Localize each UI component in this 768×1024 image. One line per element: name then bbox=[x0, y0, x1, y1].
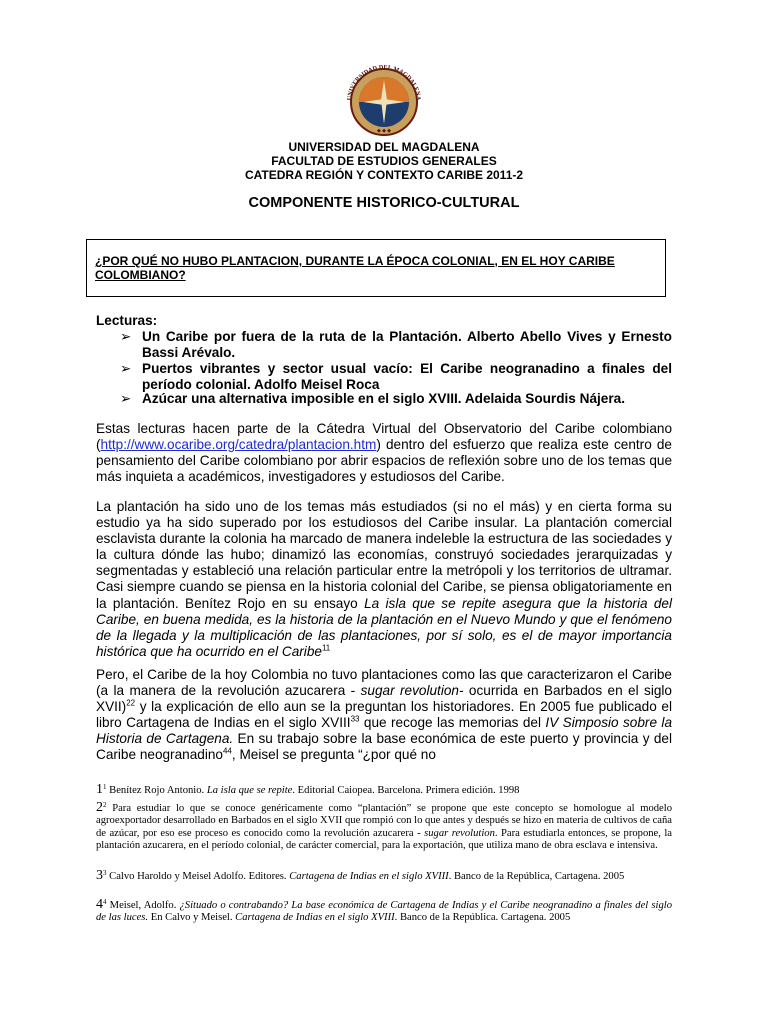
component-title: COMPONENTE HISTORICO-CULTURAL bbox=[248, 195, 520, 211]
readings-label: Lecturas: bbox=[96, 313, 158, 328]
svg-text:◆ ◆ ◆: ◆ ◆ ◆ bbox=[376, 129, 392, 134]
university-logo bbox=[337, 64, 431, 136]
header-faculty: FACULTAD DE ESTUDIOS GENERALES bbox=[271, 154, 497, 168]
footnote-ref[interactable]: 44 bbox=[222, 746, 232, 756]
footnote-ref[interactable]: 11 bbox=[321, 643, 331, 653]
reading-item: ➢ Azúcar una alternativa imposible en el siglo XVIII. Adelaida Sourdis Nájera. bbox=[120, 391, 625, 406]
header-university: UNIVERSIDAD DEL MAGDALENA bbox=[288, 140, 480, 154]
arrow-bullet-icon: ➢ bbox=[120, 329, 132, 344]
question-box bbox=[86, 239, 666, 297]
header-course: CATEDRA REGIÓN Y CONTEXTO CARIBE 2011-2 bbox=[244, 168, 524, 182]
svg-text:UNIVERSIDAD DEL MAGDALENA: UNIVERSIDAD DEL MAGDALENA bbox=[345, 64, 423, 101]
paragraph-plantation: La plantación ha sido uno de los temas más estudiados (si no el más) y en cierta forma su estudio ya ha sido superado por los estudiosos del Caribe insular. La plantación comercial esclavista durante la colonia ha marcado de manera indeleble la estructura de las sociedades y la cultura dónde las hubo; dinamizó las economías, construyó sociedades jerarquizadas y segmentadas y estableció una relación particular entre la metrópoli y los territorios de ultramar. Casi siempre cuando se piensa en la historia colonial del Caribe, se piensa obligatoriamente en la plantación. Benítez Rojo en su ensayo La isla que se repite asegura que la historia del Caribe, en buena medida, es la historia de la plantación en el Nuevo Mundo y que el fenómeno de la llegada y la multiplicación de las plantaciones, por sí solo, es el de mayor importancia histórica que ha ocurrido en el Caribe$^{11}$ bbox=[96, 499, 672, 659]
footnote-ref[interactable]: 22 bbox=[126, 698, 136, 708]
reading-item: ➢ Puertos vibrantes y sector usual vacío: El Caribe neogranadino a finales del período colonial. Adolfo Meisel Roca bbox=[120, 361, 672, 392]
footnote-2: $2^2$ Para estudiar lo que se conoce genéricamente como “plantación” se propone que este concepto se homologue al modelo agroexportador desarrollado en Barbados en el siglo XVII que rompió con lo que antes y después se hizo en materia de cultivos de caña de azúcar, por eso ese proceso es conocido como la revolución azucarera - sugar revolution. Para estudiarla entonces, se propone, la plantación azucarera, en el período colonial, de carácter comercial, para la exportación, que utiliza mano de obra esclava e intensiva. bbox=[96, 800, 673, 851]
observatorio-link[interactable]: http://www.ocaribe.org/catedra/plantacion.htm bbox=[100, 437, 377, 453]
paragraph-colombia: Pero, el Caribe de la hoy Colombia no tuvo plantaciones como las que caracterizaron el Caribe (a la manera de la revolución azucarera - sugar revolution- ocurrida en Barbados en el siglo XVII)$^{22}$ y la explicación de ello aun se la preguntan los historiadores. En 2005 fue publicado el libro Cartagena de Indias en el siglo XVIII$^{33}$ que recoge las memorias del IV Simposio sobre la Historia de Cartagena. En su trabajo sobre la base económica de este puerto y provincia y del Caribe neogranadino$^{44}$, Meisel se pregunta “¿por qué no bbox=[96, 667, 672, 763]
arrow-bullet-icon: ➢ bbox=[120, 391, 132, 406]
footnote-ref[interactable]: 33 bbox=[350, 714, 360, 724]
footnote-3: $3^3$ Calvo Haroldo y Meisel Adolfo. Editores. Cartagena de Indias en el siglo XVIII. Banco de la República, Cartagena. 2005 bbox=[96, 868, 625, 883]
reading-item: ➢ Un Caribe por fuera de la ruta de la Plantación. Alberto Abello Vives y Ernesto Bassi Arévalo. bbox=[120, 329, 672, 360]
footnote-1: $1^1$ Benítez Rojo Antonio. La isla que se repite. Editorial Caiopea. Barcelona. Primera edición. 1998 bbox=[96, 782, 520, 797]
paragraph-intro: Estas lecturas hacen parte de la Cátedra Virtual del Observatorio del Caribe colombiano (http://www.ocaribe.org/catedra/plantacion.htm) dentro del esfuerzo que realiza este centro de pensamiento del Caribe colombiano por abrir espacios de reflexión sobre uno de los temas que más inquieta a académicos, investigadores y estudiosos del Caribe. bbox=[96, 421, 672, 485]
arrow-bullet-icon: ➢ bbox=[120, 361, 132, 376]
question-text: ¿POR QUÉ NO HUBO PLANTACION, DURANTE LA ÉPOCA COLONIAL, EN EL HOY CARIBE COLOMBIANO? bbox=[95, 254, 615, 282]
footnote-4: $4^4$ Meisel, Adolfo. ¿Situado o contrabando? La base económica de Cartagena de Indias y el Caribe neogranadino a finales del siglo de las luces. En Calvo y Meisel. Cartagena de Indias en el siglo XVIII. Banco de la República. Cartagena. 2005 bbox=[96, 897, 672, 924]
